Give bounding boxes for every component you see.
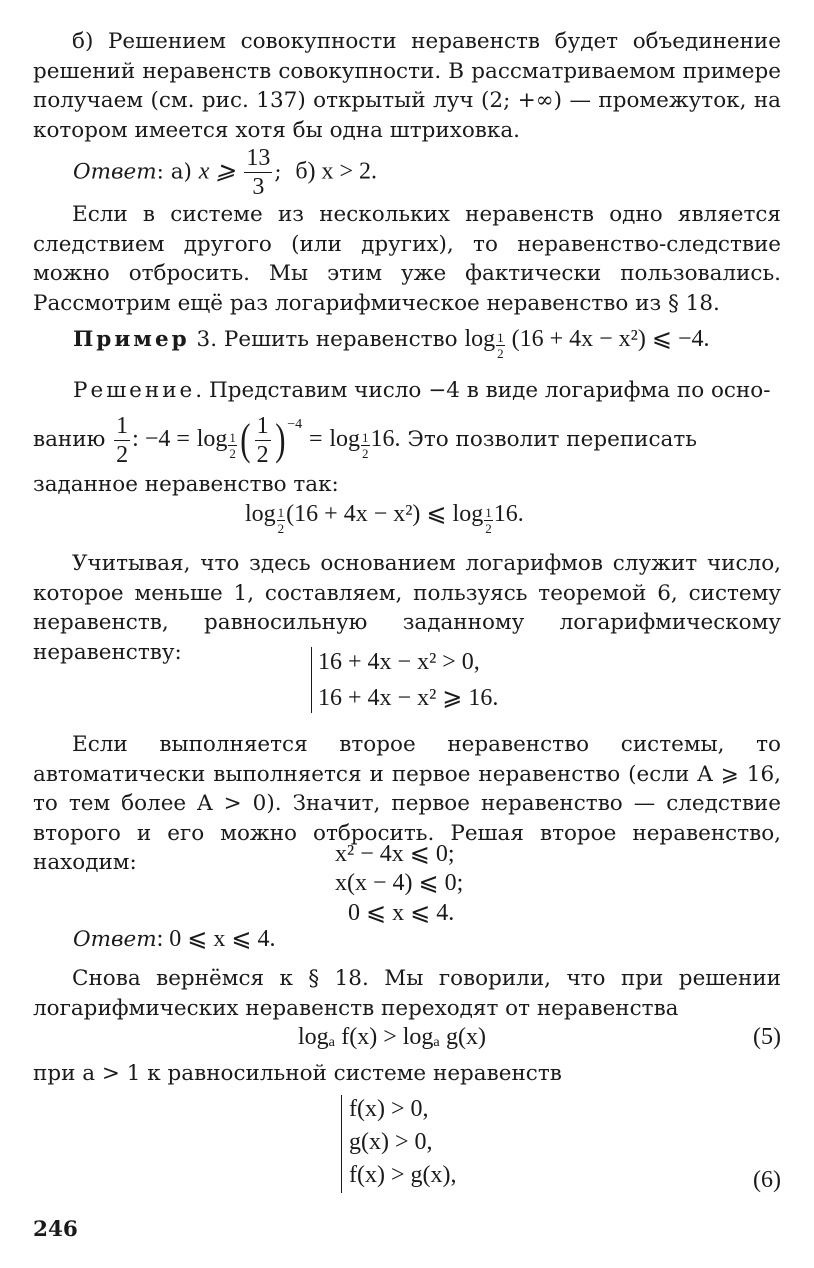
answer-1: Ответ: а) x ⩾ $\frac{13}{3}$ ; б) x > 2. bbox=[73, 145, 378, 200]
solution-text-1: . Представим число −4 в виде логарифма по осно- bbox=[195, 378, 771, 403]
answer-2-label: Ответ bbox=[73, 927, 157, 952]
answer-2-value: : 0 ⩽ x ⩽ 4. bbox=[156, 926, 276, 952]
log-half-sixteen: log $\frac{1}{2}$ 16. bbox=[329, 426, 401, 461]
system-1-line-1: 16 + 4x − x² > 0, bbox=[318, 649, 480, 675]
answer-label: Ответ bbox=[73, 159, 157, 185]
solution-line-3: заданное неравенство так: bbox=[33, 472, 339, 497]
solution-line-1 bbox=[73, 376, 771, 405]
system-1-brace bbox=[311, 647, 312, 713]
solution-text-2a: ванию bbox=[33, 427, 106, 452]
step-3: 0 ⩽ x ⩽ 4. bbox=[348, 900, 455, 926]
fraction-13-3: $\frac{13}{3}$ bbox=[246, 145, 271, 200]
paragraph-union-solution: б) Решением совокупности неравенств будет объединение решений неравенств совокупности. В рассматриваемом примере получаем (см. рис. 137) открытый луч (2; +∞) — промежуток, на котором имеется хотя бы одна штриховка. bbox=[33, 29, 781, 143]
eq-minus-four: : −4 = bbox=[132, 426, 190, 452]
page-number: 246 bbox=[33, 1217, 78, 1242]
equation-number-6: (6) bbox=[753, 1167, 781, 1193]
log-half-power: log $\frac{1}{2}$ ( $\frac{1}{2}$ ) $^{-4}$ bbox=[196, 412, 303, 468]
solution-line-2 bbox=[33, 410, 697, 466]
solution-text-2b: Это позволит переписать bbox=[407, 427, 697, 452]
system-6-brace bbox=[341, 1095, 342, 1193]
paragraph-second-implies-first: Если выполняется второе неравенство системы, то автоматически выполняется и первое неравенство (если A ⩾ 16, то тем более A > 0). Значит, первое неравенство — следствие второго и его можно отбросить. Решая второе неравенство, находим: bbox=[33, 732, 781, 876]
solution-label: Решение bbox=[73, 378, 196, 403]
system-6-line-3: f(x) > g(x), bbox=[349, 1162, 457, 1188]
answer-2 bbox=[73, 925, 276, 954]
answer-1-b: б) x > 2. bbox=[295, 158, 378, 185]
answer-1-a-marker: а) bbox=[170, 159, 192, 185]
main-log-inequality: log $\frac{1}{2}$ (16 + 4x − x²) ⩽ log $\frac{1}{2}$ 16. bbox=[245, 501, 524, 536]
step-2: x(x − 4) ⩽ 0; bbox=[335, 870, 464, 896]
paragraph-return-to-18: Снова вернёмся к § 18. Мы говорили, что при решении логарифмических неравенств переходят от неравенства bbox=[33, 966, 781, 1021]
formula-5: logₐ f(x) > logₐ g(x) bbox=[298, 1024, 486, 1050]
example-label: Пример bbox=[73, 327, 190, 352]
example-text: Решить неравенство bbox=[223, 327, 458, 352]
example-number: 3. bbox=[196, 327, 218, 352]
eq-sign: = bbox=[308, 426, 323, 452]
example-3-heading bbox=[73, 325, 710, 360]
answer-1-a-relation: x ⩾ bbox=[198, 158, 236, 185]
system-1-line-2: 16 + 4x − x² ⩾ 16. bbox=[318, 685, 499, 711]
fraction-half: $\frac{1}{2}$ bbox=[116, 412, 129, 468]
system-6-line-1: f(x) > 0, bbox=[349, 1096, 429, 1122]
example-log: log $\frac{1}{2}$ (16 + 4x − x²) ⩽ −4. bbox=[464, 326, 710, 361]
system-6-line-2: g(x) > 0, bbox=[349, 1129, 433, 1155]
paragraph-consequence: Если в системе из нескольких неравенств одно является следствием другого (или других), то неравенство-следствие можно отбросить. Мы этим уже фактически пользовались. Рассмотрим ещё раз логарифмическое неравенство из § 18. bbox=[33, 202, 781, 316]
step-1: x² − 4x ⩽ 0; bbox=[335, 841, 455, 867]
equation-number-5: (5) bbox=[753, 1024, 781, 1050]
condition-line: при a > 1 к равносильной системе неравенств bbox=[33, 1061, 562, 1086]
paragraph-base-less-one: Учитывая, что здесь основанием логарифмов служит число, которое меньше 1, составляем, пользуясь теоремой 6, систему неравенств, равносильную заданному логарифмическому неравенству: bbox=[33, 551, 781, 665]
